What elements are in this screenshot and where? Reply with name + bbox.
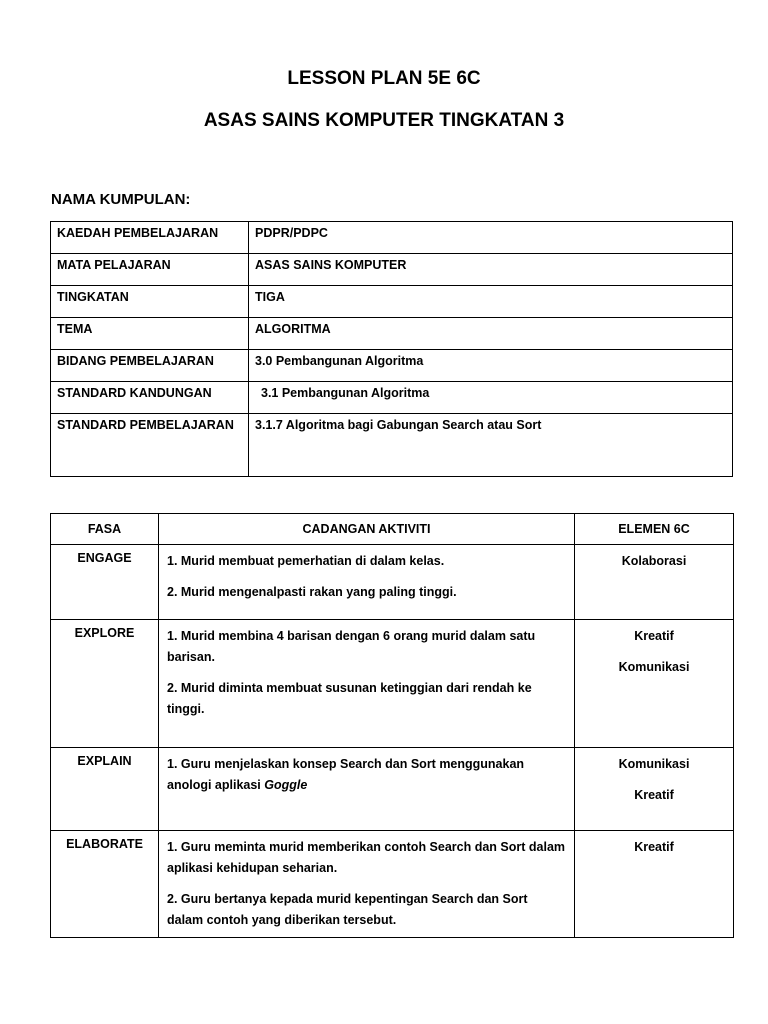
phase-cell: ENGAGE bbox=[51, 545, 159, 620]
activity-table bbox=[50, 513, 734, 938]
info-row bbox=[51, 222, 733, 254]
element-item: Kreatif bbox=[634, 840, 674, 854]
document-title: LESSON PLAN 5E 6C bbox=[287, 68, 481, 89]
element-item: Komunikasi bbox=[618, 757, 690, 771]
info-value: TIGA bbox=[249, 286, 733, 318]
info-value: 3.0 Pembangunan Algoritma bbox=[249, 350, 733, 382]
info-value: 3.1.7 Algoritma bagi Gabungan Search atau Sort bbox=[249, 414, 733, 477]
activity-row-explore bbox=[51, 620, 734, 748]
info-key: STANDARD PEMBELAJARAN bbox=[51, 414, 249, 477]
activity-item: 2. Murid mengenalpasti rakan yang paling tinggi. bbox=[167, 585, 457, 599]
info-key: MATA PELAJARAN bbox=[51, 254, 249, 286]
phase-header: FASA bbox=[51, 514, 159, 545]
info-value: PDPR/PDPC bbox=[249, 222, 733, 254]
info-row bbox=[51, 318, 733, 350]
info-row bbox=[51, 286, 733, 318]
activity-header-row bbox=[51, 514, 734, 545]
info-value-text: 3.1 Pembangunan Algoritma bbox=[261, 386, 430, 400]
element-item: Kreatif bbox=[634, 788, 674, 802]
element-cell bbox=[575, 831, 734, 938]
activity-item: 2. Murid diminta membuat susunan ketinggian dari rendah ke tinggi. bbox=[167, 681, 532, 716]
element-cell bbox=[575, 620, 734, 748]
element-item: Kreatif bbox=[634, 629, 674, 643]
element-cell bbox=[575, 545, 734, 620]
info-key: TINGKATAN bbox=[51, 286, 249, 318]
info-row bbox=[51, 350, 733, 382]
activity-item: 1. Guru meminta murid memberikan contoh Search dan Sort dalam aplikasi kehidupan seharian. bbox=[167, 840, 566, 875]
info-value: ASAS SAINS KOMPUTER bbox=[249, 254, 733, 286]
activity-item-italic: Goggle bbox=[264, 778, 308, 792]
info-value: ALGORITMA bbox=[249, 318, 733, 350]
activity-item bbox=[167, 754, 566, 796]
element-item: Komunikasi bbox=[618, 660, 690, 674]
activity-item: 1. Murid membuat pemerhatian di dalam kelas. bbox=[167, 554, 445, 568]
activity-cell bbox=[159, 545, 575, 620]
info-key: BIDANG PEMBELAJARAN bbox=[51, 350, 249, 382]
activity-row-explain bbox=[51, 748, 734, 831]
activity-cell bbox=[159, 620, 575, 748]
activity-row-elaborate bbox=[51, 831, 734, 938]
activity-item-text: 1. Guru menjelaskan konsep Search dan Sort menggunakan anologi aplikasi bbox=[167, 757, 525, 792]
group-name-label: NAMA KUMPULAN: bbox=[51, 191, 191, 208]
info-key: TEMA bbox=[51, 318, 249, 350]
activity-cell bbox=[159, 748, 575, 831]
lesson-info-table bbox=[50, 221, 733, 477]
element-header: ELEMEN 6C bbox=[575, 514, 734, 545]
info-row bbox=[51, 414, 733, 477]
info-key: STANDARD KANDUNGAN bbox=[51, 382, 249, 414]
phase-cell: EXPLORE bbox=[51, 620, 159, 748]
element-cell bbox=[575, 748, 734, 831]
activity-row-engage bbox=[51, 545, 734, 620]
activity-item: 2. Guru bertanya kepada murid kepentingan Search dan Sort dalam contoh yang diberikan tersebut. bbox=[167, 892, 528, 927]
activity-item: 1. Murid membina 4 barisan dengan 6 orang murid dalam satu barisan. bbox=[167, 629, 536, 664]
document-subtitle: ASAS SAINS KOMPUTER TINGKATAN 3 bbox=[203, 110, 565, 131]
phase-cell: ELABORATE bbox=[51, 831, 159, 938]
info-key: KAEDAH PEMBELAJARAN bbox=[51, 222, 249, 254]
info-row bbox=[51, 382, 733, 414]
info-row bbox=[51, 254, 733, 286]
info-value bbox=[249, 382, 733, 414]
activity-cell bbox=[159, 831, 575, 938]
activity-header: CADANGAN AKTIVITI bbox=[159, 514, 575, 545]
phase-cell: EXPLAIN bbox=[51, 748, 159, 831]
element-item: Kolaborasi bbox=[621, 554, 687, 568]
